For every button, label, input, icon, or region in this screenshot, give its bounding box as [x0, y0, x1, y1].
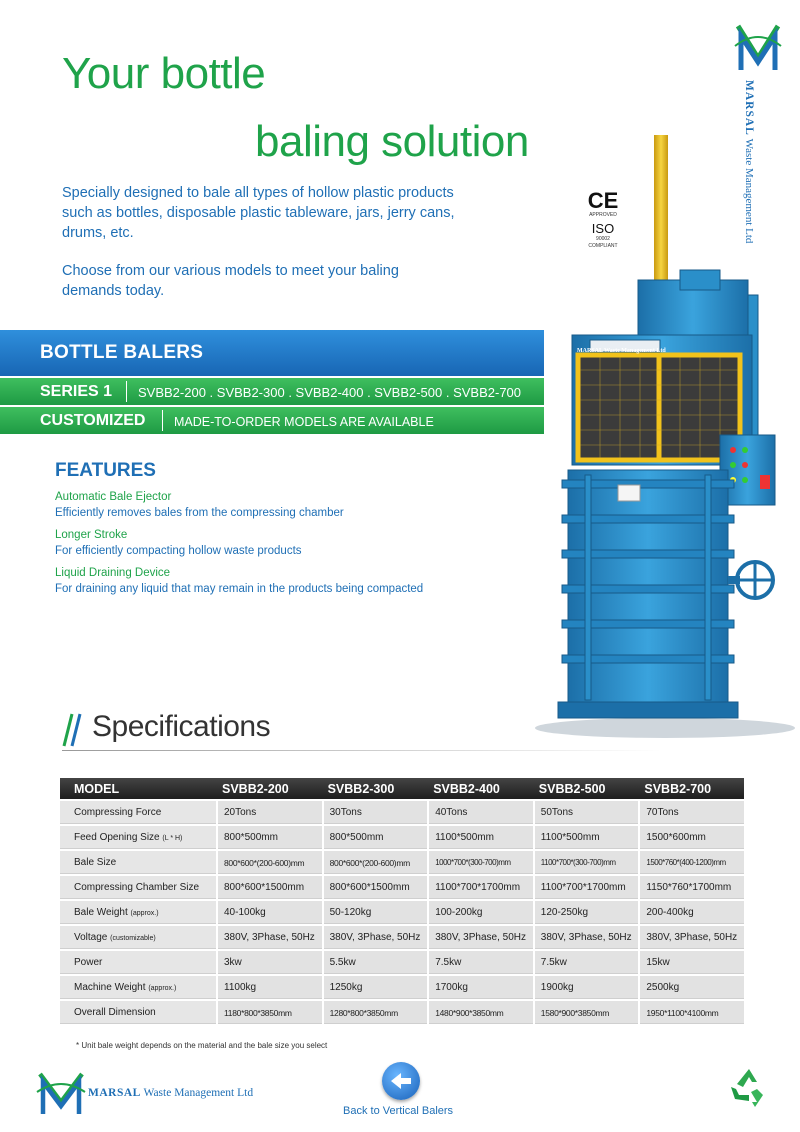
row-note: (approx.) — [148, 985, 177, 992]
footer-brand-tagline: Waste Management Ltd — [143, 1087, 254, 1099]
table-row — [60, 951, 744, 974]
intro-paragraph-2: Choose from our various models to meet your baling demands today. — [62, 263, 399, 299]
header-cell: SVBB2-300 — [322, 778, 428, 799]
table-cell: 800*600*(200-600)mm — [216, 851, 322, 874]
row-label: Compressing Chamber Size — [60, 876, 216, 899]
feature-name: Longer Stroke — [55, 529, 128, 541]
table-cell: 50-120kg — [322, 901, 428, 924]
row-note: (L * H) — [162, 835, 183, 842]
brand-tagline: Waste Management Ltd — [743, 138, 755, 244]
table-cell: 800*600*(200-600)mm — [322, 851, 428, 874]
table-cell: 2500kg — [638, 976, 744, 999]
row-label: Compressing Force — [60, 801, 216, 824]
spec-title: Specifications — [92, 710, 271, 743]
table-cell: 1950*1100*4100mm — [638, 1001, 744, 1024]
table-row — [60, 926, 744, 949]
baler-machine-image — [530, 130, 800, 740]
table-cell: 7.5kw — [427, 951, 533, 974]
feature-desc: Efficiently removes bales from the compressing chamber — [55, 507, 344, 519]
ce-mark: CE — [587, 188, 619, 213]
row-label: Bale Size — [60, 851, 216, 874]
table-cell: 800*500mm — [322, 826, 428, 849]
table-cell: 800*600*1500mm — [322, 876, 428, 899]
row-label: Overall Dimension — [60, 1001, 216, 1024]
feature-name: Automatic Bale Ejector — [55, 491, 172, 503]
table-cell: 1100*700*1700mm — [427, 876, 533, 899]
table-row — [60, 1001, 744, 1024]
ce-approved: APPROVED — [589, 212, 617, 218]
feature-item — [55, 489, 525, 521]
table-cell: 1180*800*3850mm — [216, 1001, 322, 1024]
table-cell: 1000*700*(300-700)mm — [427, 851, 533, 874]
spec-slash-icon — [62, 710, 84, 750]
header-cell: SVBB2-700 — [638, 778, 744, 799]
feature-item — [55, 527, 525, 559]
row-label: Voltage (customizable) — [60, 926, 216, 949]
custom-text: MADE-TO-ORDER MODELS ARE AVAILABLE — [174, 415, 434, 429]
table-cell: 1500*760*(400-1200)mm — [638, 851, 744, 874]
series-models: SVBB2-200 . SVBB2-300 . SVBB2-400 . SVBB2-500 . SVBB2-700 — [138, 385, 522, 400]
brand-name: MARSAL — [743, 80, 755, 136]
feature-desc: For draining any liquid that may remain in the products being compacted — [55, 583, 424, 595]
table-cell: 1100*500mm — [427, 826, 533, 849]
table-cell: 380V, 3Phase, 50Hz — [322, 926, 428, 949]
table-row — [60, 876, 744, 899]
spec-table — [60, 776, 744, 1026]
custom-divider — [162, 410, 163, 431]
table-cell: 1500*600mm — [638, 826, 744, 849]
arrow-left-icon — [382, 1062, 420, 1100]
table-cell: 7.5kw — [533, 951, 639, 974]
table-cell: 40-100kg — [216, 901, 322, 924]
spec-divider — [62, 750, 662, 751]
row-note: (customizable) — [110, 935, 156, 942]
spec-footnote: * Unit bale weight depends on the material and the bale size you select — [76, 1041, 328, 1050]
title-banner-text: BOTTLE BALERS — [40, 342, 204, 363]
recycle-icon — [727, 1065, 771, 1109]
table-cell: 800*500mm — [216, 826, 322, 849]
back-button[interactable] — [382, 1062, 420, 1100]
iso-mark: ISO — [591, 221, 615, 236]
custom-label: CUSTOMIZED — [40, 412, 146, 429]
footer-brand — [88, 1087, 253, 1099]
table-cell: 1100*700*1700mm — [533, 876, 639, 899]
series-label: SERIES 1 — [40, 383, 113, 400]
table-cell: 1250kg — [322, 976, 428, 999]
table-cell: 30Tons — [322, 801, 428, 824]
table-cell: 1580*900*3850mm — [533, 1001, 639, 1024]
header-cell: MODEL — [60, 778, 216, 799]
table-cell: 1100kg — [216, 976, 322, 999]
table-cell: 200-400kg — [638, 901, 744, 924]
table-cell: 20Tons — [216, 801, 322, 824]
headline-line-2: baling solution — [255, 117, 529, 166]
table-cell: 380V, 3Phase, 50Hz — [533, 926, 639, 949]
table-cell: 3kw — [216, 951, 322, 974]
back-link[interactable]: Back to Vertical Balers — [343, 1105, 454, 1117]
table-cell: 120-250kg — [533, 901, 639, 924]
table-cell: 1100*700*(300-700)mm — [533, 851, 639, 874]
table-cell: 5.5kw — [322, 951, 428, 974]
table-row — [60, 976, 744, 999]
table-cell: 1700kg — [427, 976, 533, 999]
row-label: Power — [60, 951, 216, 974]
intro-paragraph-1: Specially designed to bale all types of hollow plastic products such as bottles, disposable plastic tableware, jars, jerry cans, drums, etc. — [62, 185, 455, 241]
table-row — [60, 826, 744, 849]
table-cell: 1150*760*1700mm — [638, 876, 744, 899]
table-row — [60, 851, 744, 874]
features-title: FEATURES — [55, 460, 156, 481]
row-label: Machine Weight (approx.) — [60, 976, 216, 999]
spec-header-row — [60, 778, 744, 799]
feature-desc: For efficiently compacting hollow waste products — [55, 545, 302, 557]
header-cell: SVBB2-500 — [533, 778, 639, 799]
table-cell: 15kw — [638, 951, 744, 974]
table-cell: 100-200kg — [427, 901, 533, 924]
marsal-footer-logo-icon — [36, 1068, 86, 1118]
header-cell: SVBB2-400 — [427, 778, 533, 799]
row-note: (approx.) — [130, 910, 159, 917]
headline-line-1: Your bottle — [62, 49, 266, 98]
table-cell: 40Tons — [427, 801, 533, 824]
feature-item — [55, 565, 525, 597]
table-cell: 380V, 3Phase, 50Hz — [216, 926, 322, 949]
table-cell: 1280*800*3850mm — [322, 1001, 428, 1024]
header-cell: SVBB2-200 — [216, 778, 322, 799]
table-row — [60, 801, 744, 824]
feature-name: Liquid Draining Device — [55, 567, 171, 579]
table-cell: 70Tons — [638, 801, 744, 824]
table-row — [60, 901, 744, 924]
series-divider — [126, 381, 127, 402]
row-label: Feed Opening Size (L * H) — [60, 826, 216, 849]
iso-compliant: COMPLIANT — [588, 243, 618, 249]
iso-number: 90002 — [596, 236, 610, 242]
footer-brand-name: MARSAL — [88, 1087, 141, 1099]
table-cell: 1100*500mm — [533, 826, 639, 849]
table-cell: 800*600*1500mm — [216, 876, 322, 899]
table-cell: 50Tons — [533, 801, 639, 824]
marsal-logo-icon — [733, 18, 783, 78]
table-cell: 1900kg — [533, 976, 639, 999]
table-cell: 380V, 3Phase, 50Hz — [427, 926, 533, 949]
table-cell: 380V, 3Phase, 50Hz — [638, 926, 744, 949]
row-label: Bale Weight (approx.) — [60, 901, 216, 924]
machine-plate: MARSAL Waste Management Ltd — [577, 348, 666, 354]
table-cell: 1480*900*3850mm — [427, 1001, 533, 1024]
